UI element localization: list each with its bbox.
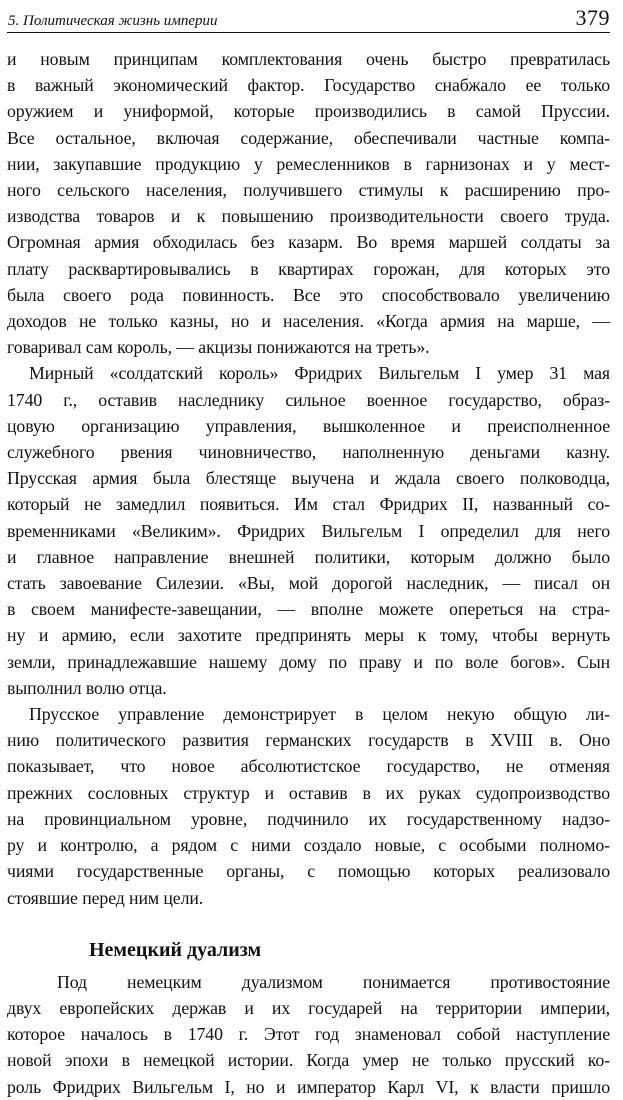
text-line: Огромная армия обходилась без казарм. Во время маршей солдаты за xyxy=(7,232,610,253)
text-line: Все остальное, включая содержание, обеспечивали частные компа- xyxy=(7,127,610,148)
text-line: выполнил волю отца. xyxy=(7,677,167,698)
text-line: двух европейских держав и их государей на территории империи, xyxy=(7,997,610,1018)
text-line: которое началось в 1740 г. Этот год знаменовал собой наступление xyxy=(7,1024,610,1045)
text-line: Под немецким дуализмом понимается противостояние xyxy=(57,971,610,992)
chapter-title: 5. Политическая жизнь империи xyxy=(8,13,218,29)
text-line: цовую организацию управления, вышколенное и преисполненное xyxy=(7,415,610,436)
text-line: была своего рода повинность. Все это способствовало увеличению xyxy=(7,284,610,305)
text-line: показывает, что новое абсолютистское государство, не отменяя xyxy=(7,756,610,777)
text-line: 1740 г., оставив наследнику сильное военное государство, образ- xyxy=(7,389,610,410)
text-line: Прусская армия была блестяще выучена и ждала своего полководца, xyxy=(7,468,610,489)
section-paragraph xyxy=(7,969,610,1100)
text-line: который не замедлил появиться. Им стал Фридрих II, названный со- xyxy=(7,494,610,515)
body-text xyxy=(7,33,610,1100)
text-line: Мирный «солдатский король» Фридрих Вильгельм I умер 31 мая xyxy=(29,363,610,384)
text-line: новой эпохи в немецкой истории. Когда умер не только прусский ко- xyxy=(7,1050,610,1071)
text-line: нию политического развития германских государств в XVIII в. Оно xyxy=(7,730,610,751)
text-line: говаривал сам король, — акцизы понижаются на треть». xyxy=(7,337,430,358)
text-line: и новым принципам комплектования очень быстро превратилась xyxy=(7,49,610,69)
text-line: доходов не только казны, но и населения. «Когда армия на марше, — xyxy=(7,311,610,332)
page-number: 379 xyxy=(575,5,610,30)
text-line: в важный экономический фактор. Государство снабжало ее только xyxy=(7,75,610,96)
text-line: на провинциальном уровне, подчинило их государственному надзо- xyxy=(7,808,610,829)
section-heading: Немецкий дуализм xyxy=(89,938,262,961)
text-line: земли, принадлежавшие нашему дому по праву и по воле богов». Сын xyxy=(7,651,610,672)
paragraph-2 xyxy=(7,360,610,701)
text-line: и главное направление внешней политики, которым должно было xyxy=(7,546,610,567)
text-line: стоявшие перед ним цели. xyxy=(7,887,204,908)
text-line: ного сельского населения, получившего стимулы к расширению про- xyxy=(7,180,610,201)
text-line: роль Фридрих Вильгельм I, но и император Карл VI, к власти пришло xyxy=(7,1076,610,1097)
text-line: Прусское управление демонстрирует в целом некую общую ли- xyxy=(29,704,610,725)
paragraph-1 xyxy=(7,46,610,360)
paragraph-3 xyxy=(7,701,610,911)
text-line: временниками «Великим». Фридрих Вильгельм I определил для него xyxy=(7,520,610,541)
text-line: плату расквартировывались в квартирах горожан, для которых это xyxy=(7,258,610,279)
text-line: в своем манифесте-завещании, — вполне можете опереться на стра- xyxy=(7,599,610,620)
text-line: ну и армию, если захотите предпринять меры к тому, чтобы вернуть xyxy=(7,625,610,646)
text-line: оружием и униформой, которые производились в самой Пруссии. xyxy=(7,101,610,122)
running-header xyxy=(7,0,610,33)
text-line: изводства товаров и к повышению производительности своего труда. xyxy=(7,206,610,227)
text-line: прежних сословных структур и оставив в их руках судопроизводство xyxy=(7,782,610,803)
text-line: ру и контролю, а рядом с ними создало новые, с особыми полномо- xyxy=(7,835,610,856)
text-line: нии, закупавшие продукцию у ремесленников в гарнизонах и у мест- xyxy=(7,153,610,174)
text-line: стать завоевание Силезии. «Вы, мой дорогой наследник, — писал он xyxy=(7,573,610,594)
text-line: чиями государственные органы, с помощью которых реализовало xyxy=(7,861,610,882)
text-line: служебного рвения чиновничество, наполненную деньгами казну. xyxy=(7,442,610,463)
